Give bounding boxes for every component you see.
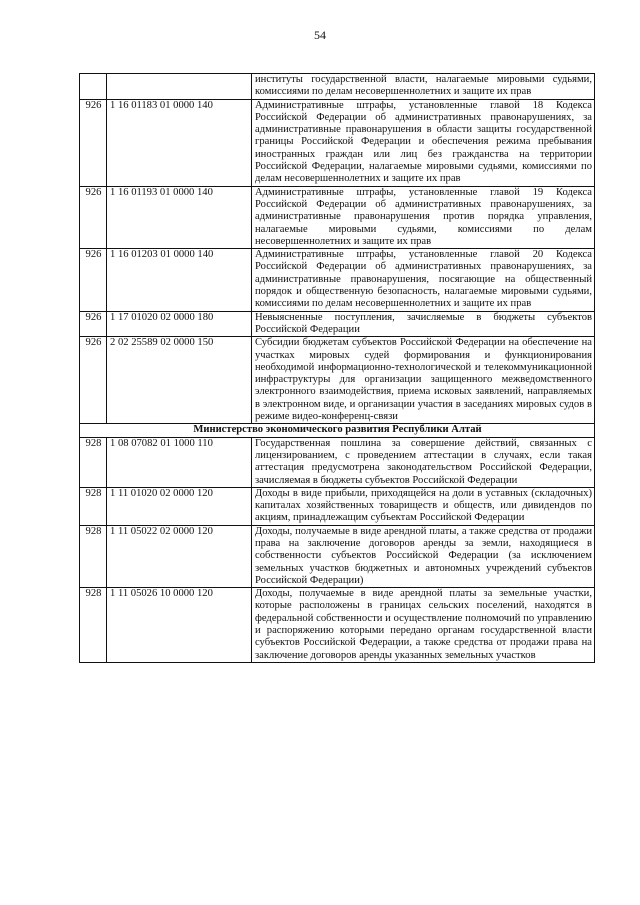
- admin-code-cell: 928: [80, 588, 107, 663]
- revenue-description-cell: Административные штрафы, установленные главой 18 Кодекса Российской Федерации об административных правонарушениях, за административные правонарушения в области защиты государственной границы Российской Федерации и обеспечения режима пребывания иностранных граждан или лиц без гражданства на территории Российской Федерации, налагаемые мировыми судьями, комиссиями по делам несовершеннолетних и защите их прав: [252, 99, 595, 186]
- budget-classification-code-cell: 1 11 01020 02 0000 120: [107, 487, 252, 525]
- revenue-description-cell: институты государственной власти, налагаемые мировыми судьями, комиссиями по делам несовершеннолетних и защите их прав: [252, 74, 595, 100]
- budget-classification-code-cell: 1 17 01020 02 0000 180: [107, 311, 252, 337]
- revenue-description-cell: Административные штрафы, установленные главой 20 Кодекса Российской Федерации об административных правонарушениях, за административные правонарушения, посягающие на общественный порядок и общественную безопасность, налагаемые мировыми судьями, комиссиями по делам несовершеннолетних и защите их прав: [252, 249, 595, 311]
- table-row: [80, 337, 595, 424]
- table-row: [80, 588, 595, 663]
- revenue-codes-table: [79, 73, 595, 663]
- revenue-description-cell: Государственная пошлина за совершение действий, связанных с лицензированием, с проведением аттестации в случаях, если такая аттестация предусмотрена законодательством Российской Федерации, зачисляемая в бюджеты субъектов Российской Федерации: [252, 437, 595, 487]
- admin-code-cell: 928: [80, 437, 107, 487]
- revenue-description-cell: Доходы, получаемые в виде арендной платы за земельные участки, которые расположены в границах сельских поселений, находятся в федеральной собственности и осуществление полномочий по управлению и распоряжению которыми передано органам государственной власти субъектов Российской Федерации, а также средства от продажи права на заключение договоров аренды указанных земельных участков: [252, 588, 595, 663]
- revenue-description-cell: Субсидии бюджетам субъектов Российской Федерации на обеспечение на участках мировых судей формирования и функционирования необходимой информационно-технологической и телекоммуникационной инфраструктуры для организации защищенного межведомственного электронного взаимодействия, приема исковых заявлений, направляемых в электронном виде, и организации участия в заседаниях мировых судов в режиме видео-конференц-связи: [252, 337, 595, 424]
- section-header-row: [80, 424, 595, 437]
- admin-code-cell: 926: [80, 186, 107, 248]
- table-row: [80, 525, 595, 587]
- table-row: [80, 311, 595, 337]
- admin-code-cell: 928: [80, 487, 107, 525]
- table-row: [80, 186, 595, 248]
- table-row: [80, 249, 595, 311]
- table-row: [80, 74, 595, 100]
- admin-code-cell: 926: [80, 311, 107, 337]
- budget-classification-code-cell: 1 16 01183 01 0000 140: [107, 99, 252, 186]
- budget-classification-code-cell: 2 02 25589 02 0000 150: [107, 337, 252, 424]
- budget-classification-code-cell: 1 11 05026 10 0000 120: [107, 588, 252, 663]
- revenue-description-cell: Доходы в виде прибыли, приходящейся на доли в уставных (складочных) капиталах хозяйственных товариществ и обществ, или дивидендов по акциям, принадлежащим субъектам Российской Федерации: [252, 487, 595, 525]
- budget-classification-code-cell: 1 08 07082 01 1000 110: [107, 437, 252, 487]
- table-row: [80, 437, 595, 487]
- table-row: [80, 487, 595, 525]
- revenue-description-cell: Доходы, получаемые в виде арендной платы, а также средства от продажи права на заключение договоров аренды за земли, находящиеся в собственности субъектов Российской Федерации (за исключением земельных участков бюджетных и автономных учреждений субъектов Российской Федерации): [252, 525, 595, 587]
- admin-code-cell: 928: [80, 525, 107, 587]
- table-body: [80, 74, 595, 663]
- admin-code-cell: 926: [80, 99, 107, 186]
- revenue-description-cell: Невыясненные поступления, зачисляемые в бюджеты субъектов Российской Федерации: [252, 311, 595, 337]
- table-row: [80, 99, 595, 186]
- page-number: 54: [314, 28, 326, 42]
- budget-classification-code-cell: 1 16 01193 01 0000 140: [107, 186, 252, 248]
- budget-classification-code-cell: [107, 74, 252, 100]
- admin-code-cell: [80, 74, 107, 100]
- admin-code-cell: 926: [80, 249, 107, 311]
- section-title: Министерство экономического развития Республики Алтай: [80, 424, 595, 437]
- budget-classification-code-cell: 1 11 05022 02 0000 120: [107, 525, 252, 587]
- budget-classification-code-cell: 1 16 01203 01 0000 140: [107, 249, 252, 311]
- revenue-description-cell: Административные штрафы, установленные главой 19 Кодекса Российской Федерации об административных правонарушениях, за административные правонарушения против порядка управления, налагаемые мировыми судьями, комиссиями по делам несовершеннолетних и защите их прав: [252, 186, 595, 248]
- admin-code-cell: 926: [80, 337, 107, 424]
